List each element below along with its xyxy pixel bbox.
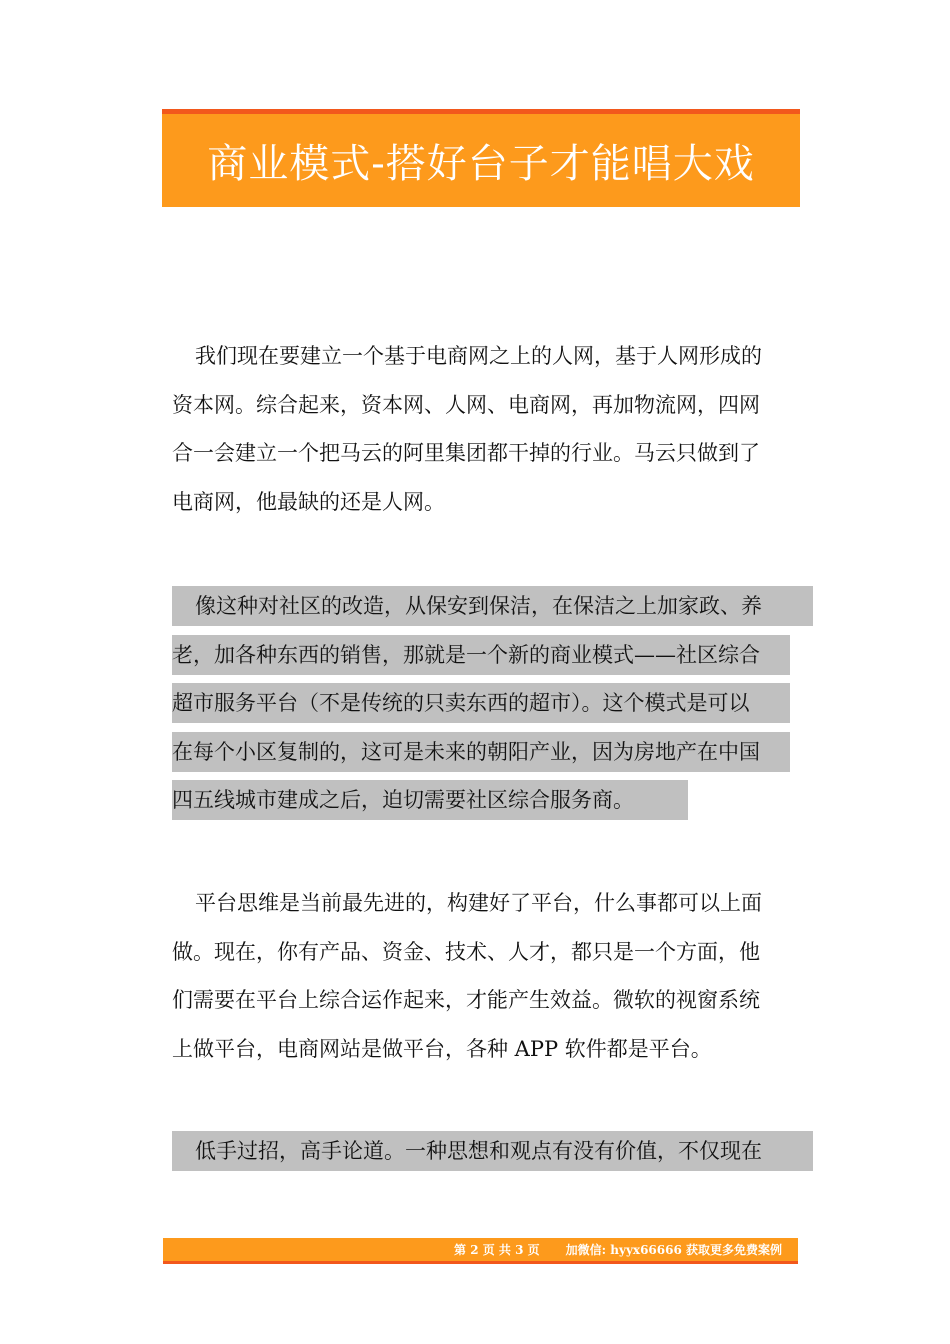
paragraph-line: 像这种对社区的改造，从保安到保洁，在保洁之上加家政、养 bbox=[172, 586, 813, 626]
paragraph-3 bbox=[172, 879, 792, 1073]
paragraph-line: 做。现在，你有产品、资金、技术、人才，都只是一个方面，他 bbox=[172, 939, 760, 964]
paragraph-line: 资本网。综合起来，资本网、人网、电商网，再加物流网，四网 bbox=[172, 392, 760, 417]
paragraph-line: 四五线城市建成之后，迫切需要社区综合服务商。 bbox=[172, 780, 688, 820]
paragraph-line: 老，加各种东西的销售，那就是一个新的商业模式——社区综合 bbox=[172, 635, 790, 675]
page-number: 第 2 页 共 3 页 bbox=[454, 1243, 540, 1257]
footer-promo: 加微信: hyyx66666 获取更多免费案例 bbox=[565, 1243, 782, 1257]
paragraph-line: 合一会建立一个把马云的阿里集团都干掉的行业。马云只做到了 bbox=[172, 441, 760, 465]
paragraph-4-highlighted bbox=[172, 1131, 790, 1180]
footer-bar bbox=[163, 1238, 798, 1264]
paragraph-1 bbox=[172, 332, 792, 526]
paragraph-line: 超市服务平台（不是传统的只卖东西的超市）。这个模式是可以 bbox=[172, 683, 790, 723]
paragraph-line: 上做平台，电商网站是做平台，各种 APP 软件都是平台。 bbox=[172, 1036, 712, 1061]
title-banner bbox=[162, 109, 800, 207]
paragraph-line: 低手过招，高手论道。一种思想和观点有没有价值，不仅现在 bbox=[172, 1131, 813, 1171]
paragraph-line: 电商网，他最缺的还是人网。 bbox=[172, 489, 445, 514]
paragraph-line: 我们现在要建立一个基于电商网之上的人网，基于人网形成的 bbox=[195, 344, 762, 368]
paragraph-line: 在每个小区复制的，这可是未来的朝阳产业，因为房地产在中国 bbox=[172, 732, 790, 772]
footer-text bbox=[454, 1241, 782, 1258]
paragraph-line: 们需要在平台上综合运作起来，才能产生效益。微软的视窗系统 bbox=[172, 988, 760, 1012]
paragraph-2-highlighted bbox=[172, 586, 790, 829]
paragraph-line: 平台思维是当前最先进的，构建好了平台，什么事都可以上面 bbox=[195, 891, 762, 915]
page-title: 商业模式-搭好台子才能唱大戏 bbox=[207, 141, 755, 187]
